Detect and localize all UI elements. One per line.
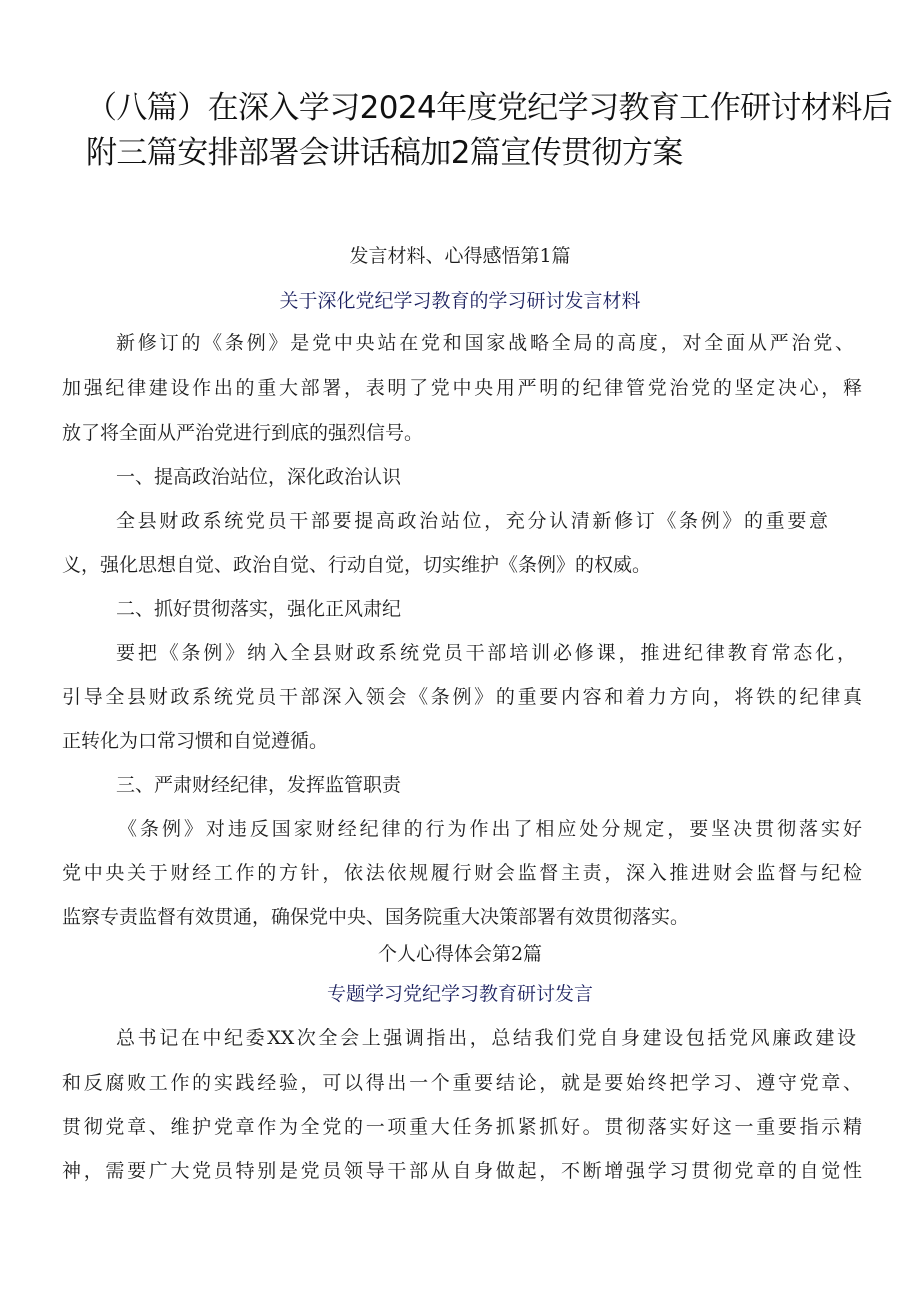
paragraph-line: 义，强化思想自觉、政治自觉、行动自觉，切实维护《条例》的权威。 (62, 554, 652, 576)
paragraph-line: 《条例》对违反国家财经纪律的行为作出了相应处分规定，要坚决贯彻落实好 (118, 818, 862, 840)
paragraph-line: 放了将全面从严治党进行到底的强烈信号。 (62, 422, 424, 444)
section-2-heading: 专题学习党纪学习教育研讨发言 (326, 983, 593, 1005)
paragraph-line: 党中央关于财经工作的方针，依法依规履行财会监督主责，深入推进财会监督与纪检 (62, 862, 862, 884)
title-line-1: （八篇）在深入学习2024年度党纪学习教育工作研讨材料后 (86, 90, 893, 126)
paragraph-line: 总书记在中纪委XX次全会上强调指出，总结我们党自身建设包括党风廉政建设 (116, 1027, 856, 1049)
paragraph-line: 全县财政系统党员干部要提高政治站位，充分认清新修订《条例》的重要意 (116, 510, 828, 532)
subheading-1: 一、提高政治站位，深化政治认识 (116, 466, 402, 488)
paragraph-line: 引导全县财政系统党员干部深入领会《条例》的重要内容和着力方向，将铁的纪律真 (62, 686, 862, 708)
section-1-label: 发言材料、心得感悟第1篇 (349, 245, 571, 267)
paragraph-line: 贯彻党章、维护党章作为全党的一项重大任务抓紧抓好。贯彻落实好这一重要指示精 (62, 1116, 862, 1138)
paragraph-line: 加强纪律建设作出的重大部署，表明了党中央用严明的纪律管党治党的坚定决心，释 (62, 377, 862, 399)
document-title (86, 86, 893, 176)
section-1-heading: 关于深化党纪学习教育的学习研讨发言材料 (279, 290, 641, 312)
paragraph-line: 新修订的《条例》是党中央站在党和国家战略全局的高度，对全面从严治党、 (116, 332, 854, 354)
paragraph-line: 监察专责监督有效贯通，确保党中央、国务院重大决策部署有效贯彻落实。 (62, 906, 690, 928)
paragraph-line: 正转化为口常习惯和自觉遵循。 (62, 730, 329, 752)
paragraph-line: 要把《条例》纳入全县财政系统党员干部培训必修课，推进纪律教育常态化， (116, 642, 856, 664)
subheading-2: 二、抓好贯彻落实，强化正风肃纪 (116, 598, 402, 620)
section-2-label: 个人心得体会第2篇 (377, 943, 543, 965)
subheading-3: 三、严肃财经纪律，发挥监管职责 (116, 774, 402, 796)
paragraph-line: 和反腐败工作的实践经验，可以得出一个重要结论，就是要始终把学习、遵守党章、 (62, 1072, 862, 1094)
paragraph-line: 神，需要广大党员特别是党员领导干部从自身做起，不断增强学习贯彻党章的自觉性 (62, 1160, 862, 1182)
title-line-2: 附三篇安排部署会讲话稿加2篇宣传贯彻方案 (86, 135, 683, 171)
